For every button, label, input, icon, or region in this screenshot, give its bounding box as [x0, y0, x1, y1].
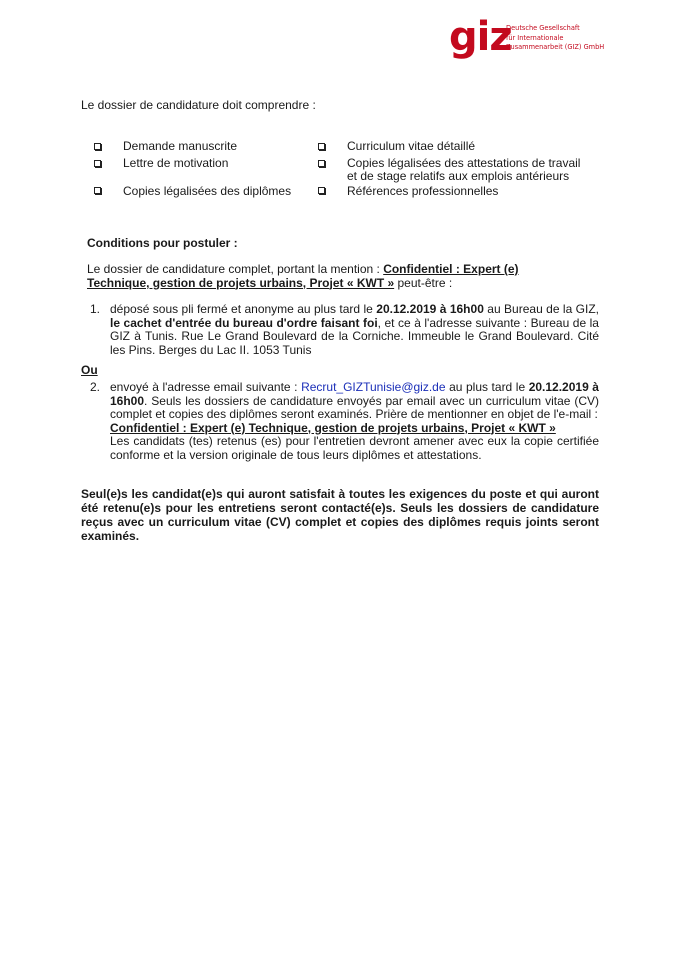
option-2-text-b: au plus tard le: [445, 380, 529, 394]
list-number: 1.: [90, 302, 101, 316]
list-item: Références professionnelles: [347, 184, 499, 198]
list-item: Copies légalisées des diplômes: [123, 184, 292, 198]
checkbox-bullet-icon: [318, 160, 325, 167]
stamp-note: le cachet d'entrée du bureau d'ordre faisant foi: [110, 315, 378, 330]
list-item: Demande manuscrite: [123, 139, 238, 153]
giz-logo: [449, 14, 609, 68]
conditions-text: Le dossier de candidature complet, portant la mention :: [87, 262, 384, 276]
list-number: 2.: [90, 380, 101, 394]
list-item: Curriculum vitae détaillé: [347, 139, 476, 153]
email-link[interactable]: Recrut_GIZTunisie@giz.de: [301, 380, 446, 394]
logo-line-3: Zusammenarbeit (GIZ) GmbH: [506, 43, 605, 51]
email-subject: Confidentiel : Expert (e) Technique, gestion de projets urbains, Projet « KWT »: [110, 420, 556, 435]
logo-line-1: Deutsche Gesellschaft: [506, 24, 580, 32]
option-2-note: Les candidats (tes) retenus (es) pour l'entretien devront amener avec eux la copie certifiée conforme et la version originale de tous leurs diplômes et attestations.: [110, 434, 599, 462]
option-1-text-b: au Bureau de la GIZ,: [483, 302, 599, 316]
final-paragraph: Seul(e)s les candidat(e)s qui auront satisfait à toutes les exigences du poste et qui auront été retenu(e)s pour les entretiens seront contacté(e)s. Seuls les dossiers de candidature reçus avec un curriculum vitae (CV) complet et copies des diplômes requis joints seront examinés.: [81, 487, 599, 543]
deadline-date: 20.12.2019 à 16h00: [376, 302, 484, 316]
option-1-paragraph: [110, 303, 599, 357]
option-2-paragraph: [110, 381, 599, 462]
option-2-text: envoyé à l'adresse email suivante :: [110, 380, 302, 394]
intro-text: Le dossier de candidature doit comprendre :: [81, 98, 316, 112]
option-1-text: déposé sous pli fermé et anonyme au plus tard le: [110, 302, 377, 316]
or-separator: Ou: [81, 363, 98, 377]
list-item: Copies légalisées des attestations de travail: [347, 156, 581, 170]
mention-text: Confidentiel : Expert (e) Technique, gestion de projets urbains, Projet « KWT »: [87, 262, 519, 290]
option-1-address: , et ce à l'adresse suivante : Bureau de la GIZ à Tunis. Rue Le Grand Boulevard de la Corniche. Immeuble le Grand Boulevard. Cité les Pins. Berges du Lac II. 1053 Tunis: [110, 315, 599, 357]
conditions-paragraph: [87, 263, 577, 290]
checkbox-bullet-icon: [318, 143, 325, 150]
deadline-date: 20.12.2019 à 16h00: [110, 380, 599, 408]
checkbox-bullet-icon: [94, 143, 101, 150]
conditions-heading: Conditions pour postuler :: [87, 236, 238, 250]
checkbox-bullet-icon: [94, 160, 101, 167]
logo-line-2: für Internationale: [506, 33, 564, 42]
checkbox-bullet-icon: [318, 187, 325, 194]
conditions-text-end: peut-être :: [394, 275, 453, 290]
list-item: Lettre de motivation: [123, 156, 229, 170]
list-item-continuation: et de stage relatifs aux emplois antérieurs: [347, 169, 570, 183]
checkbox-bullet-icon: [94, 187, 101, 194]
logo-wordmark: giz: [449, 14, 512, 60]
option-2-text-c: . Seuls les dossiers de candidature envoyés par email avec un curriculum vitae (CV) complet et copies des diplômes seront examinés. Prière de mentionner en objet de l'e-mail :: [110, 393, 599, 421]
logo-org-name: [506, 24, 604, 53]
